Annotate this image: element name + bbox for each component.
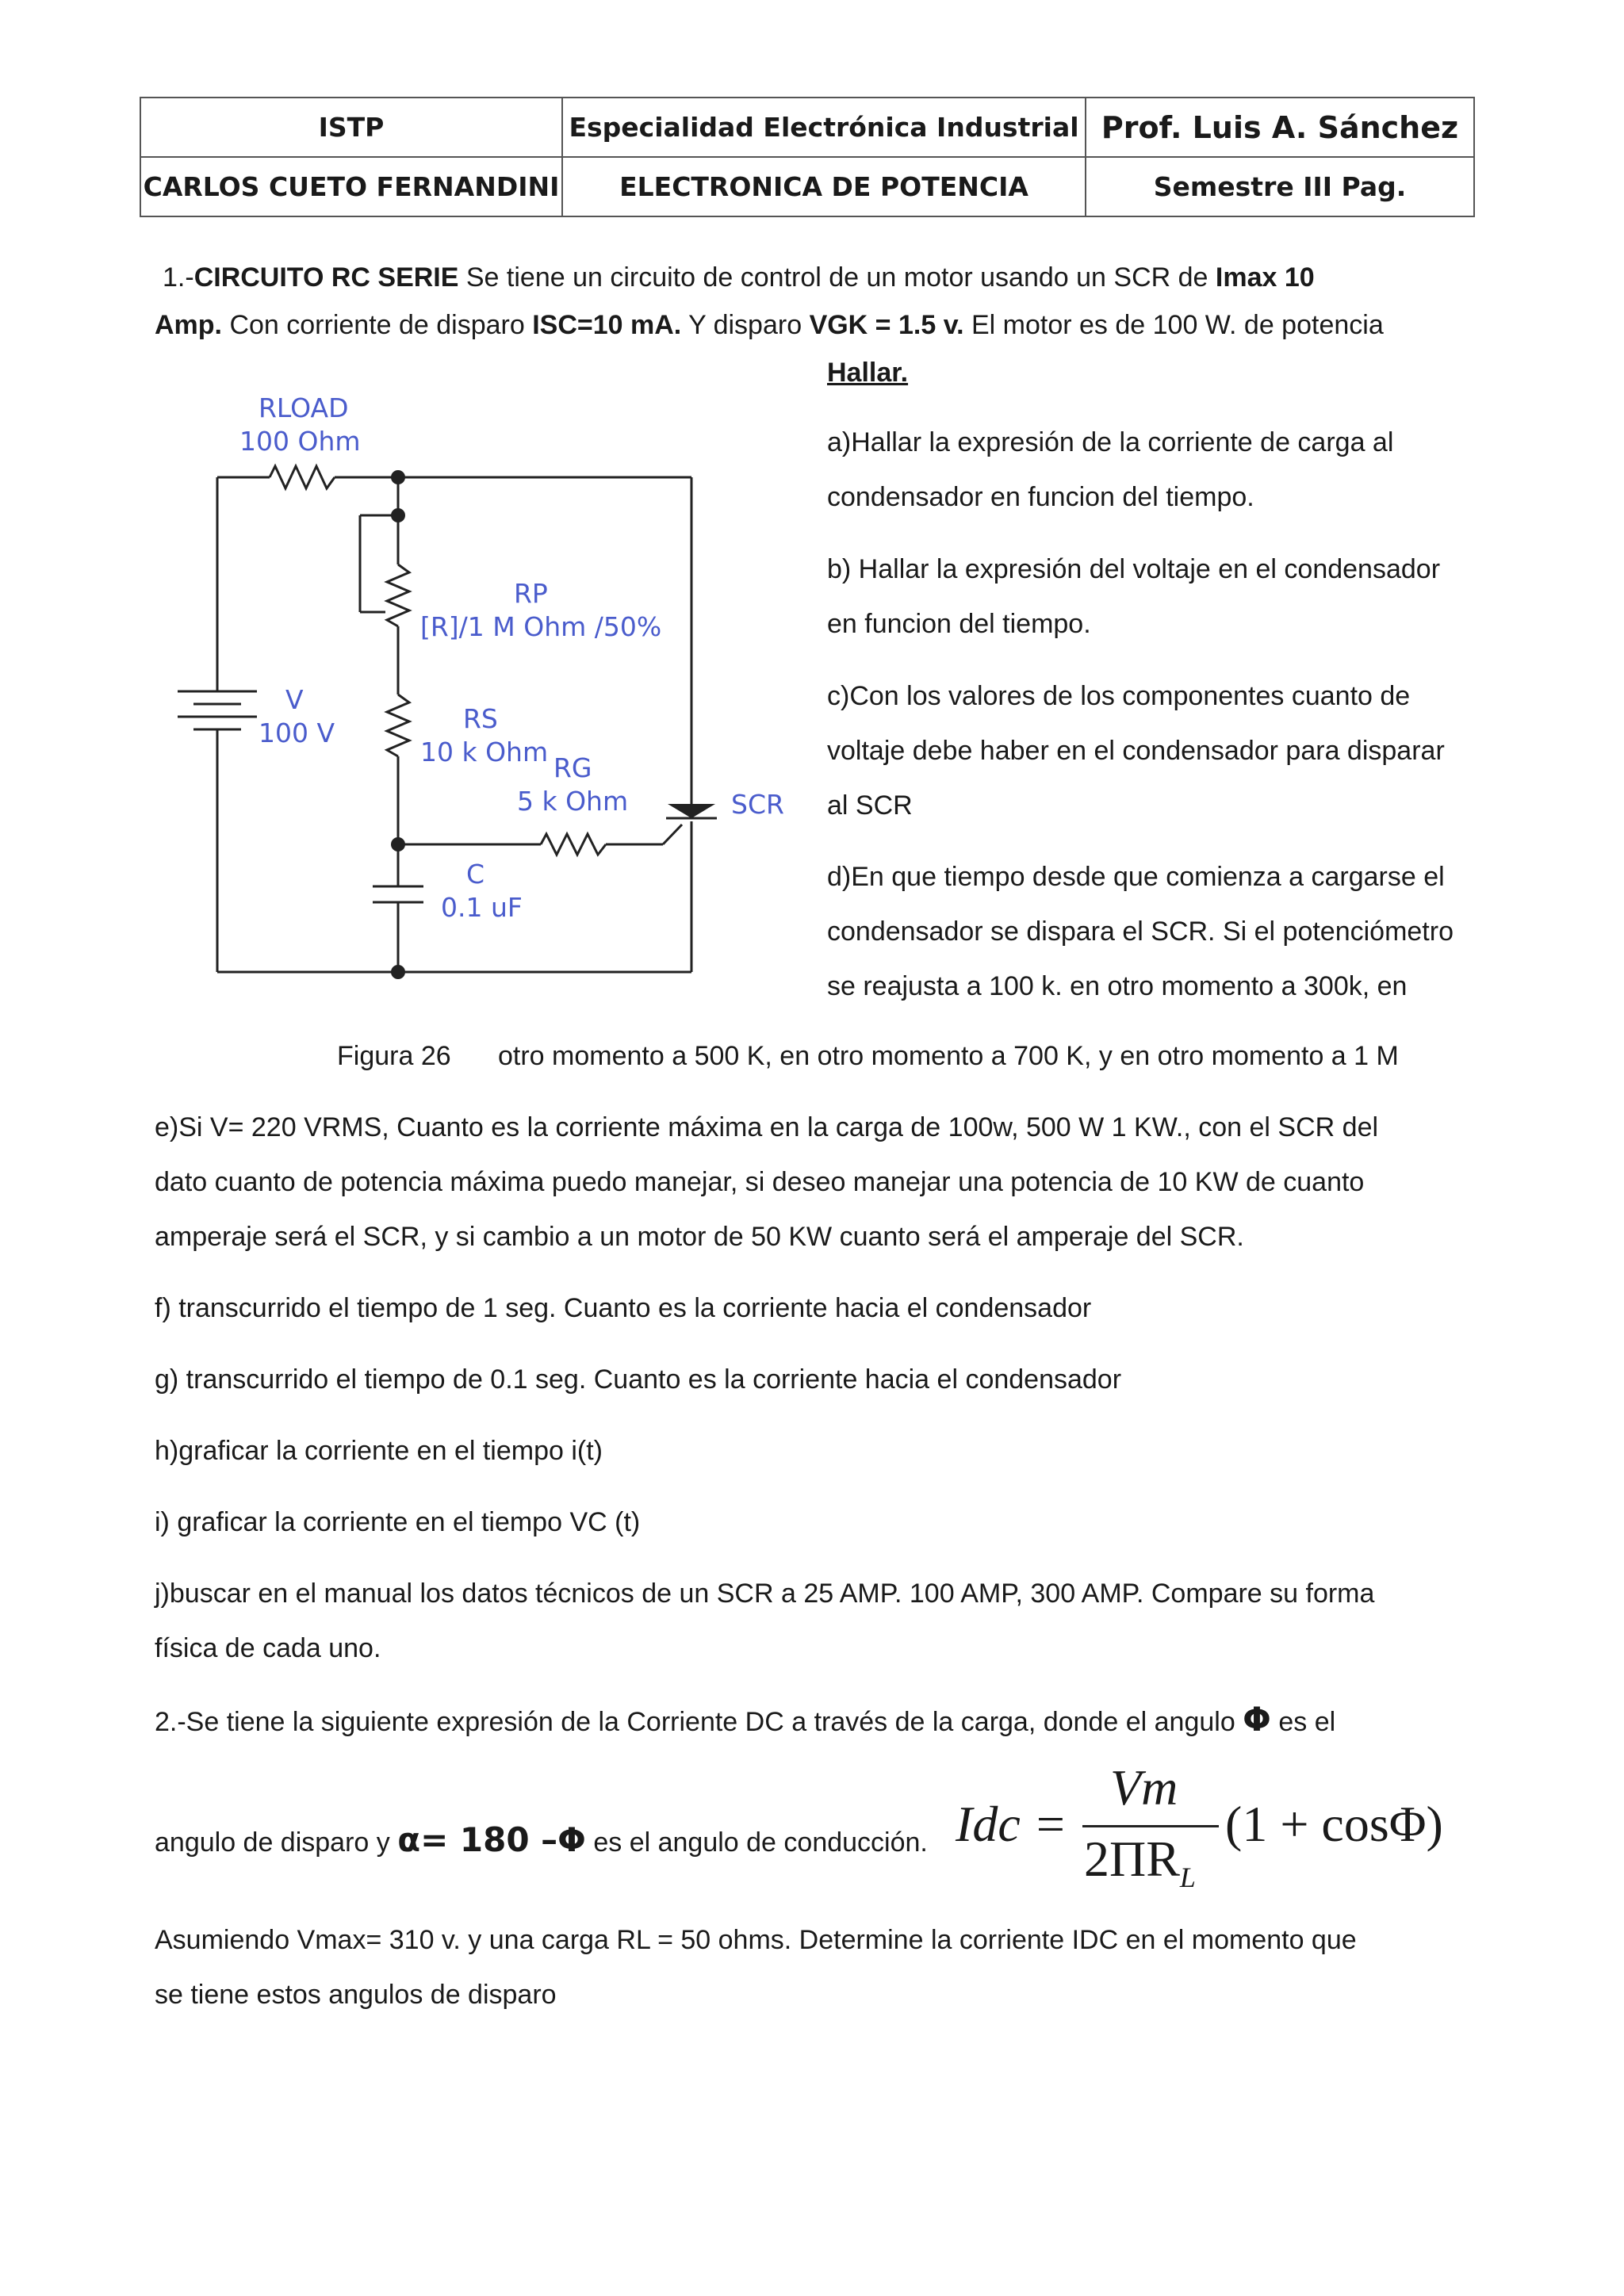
formula-den-main: 2ΠR	[1084, 1831, 1180, 1887]
formula-numerator: Vm	[1110, 1759, 1178, 1816]
header-institute: ISTP	[140, 98, 562, 157]
question-d-line4: otro momento a 500 K, en otro momento a 700 K, y en otro momento a 1 M	[498, 1041, 1399, 1071]
problem2-line3: Asumiendo Vmax= 310 v. y una carga RL = 50 ohms. Determine la corriente IDC en el momento que	[155, 1925, 1357, 1955]
problem2-text3: angulo de disparo y	[155, 1827, 398, 1858]
question-c-line1: c)Con los valores de los componentes cuanto de	[827, 681, 1411, 711]
problem1-amp: Amp.	[155, 310, 222, 340]
problem1-number: 1.-	[163, 262, 194, 293]
question-f: f) transcurrido el tiempo de 1 seg. Cuanto es la corriente hacia el condensador	[155, 1293, 1092, 1323]
header-professor: Prof. Luis A. Sánchez	[1086, 98, 1474, 157]
rc-scr-circuit-diagram	[159, 381, 809, 1007]
header-course: ELECTRONICA DE POTENCIA	[562, 157, 1086, 216]
alpha-expression: α= 180 –Φ	[397, 1820, 586, 1859]
question-d-line2: condensador se dispara el SCR. Si el potenciómetro	[827, 916, 1454, 947]
question-c-line2: voltaje debe haber en el condensador para disparar	[827, 736, 1445, 766]
problem2-line4: se tiene estos angulos de disparo	[155, 1980, 557, 2010]
question-d-line3: se reajusta a 100 k. en otro momento a 300k, en	[827, 971, 1408, 1001]
question-e-line3: amperaje será el SCR, y si cambio a un motor de 50 KW cuanto será el amperaje del SCR.	[155, 1222, 1244, 1252]
c-name-label: C	[466, 859, 485, 890]
header-specialty: Especialidad Electrónica Industrial	[562, 98, 1086, 157]
problem1-text3: Y disparo	[681, 310, 810, 340]
question-j-line2: física de cada uno.	[155, 1633, 381, 1663]
rp-name-label: RP	[514, 578, 548, 609]
question-a-line1: a)Hallar la expresión de la corriente de carga al	[827, 427, 1394, 457]
formula-den-sub: L	[1179, 1861, 1196, 1893]
formula-fraction-bar	[1082, 1825, 1219, 1827]
problem2-text4: es el angulo de conducción.	[585, 1827, 928, 1858]
phi-symbol: Φ	[1243, 1700, 1271, 1739]
problem1-text: Se tiene un circuito de control de un motor usando un SCR de	[458, 262, 1216, 293]
scr-symbol	[668, 804, 715, 818]
question-b-line1: b) Hallar la expresión del voltaje en el condensador	[827, 554, 1441, 584]
problem1-title: CIRCUITO RC SERIE	[193, 262, 459, 293]
question-j-line1: j)buscar en el manual los datos técnicos de un SCR a 25 AMP. 100 AMP, 300 AMP. Compare su forma	[155, 1578, 1375, 1609]
question-e-line1: e)Si V= 220 VRMS, Cuanto es la corriente máxima en la carga de 100w, 500 W 1 KW., con el SCR del	[155, 1112, 1379, 1142]
rg-name-label: RG	[553, 752, 592, 783]
question-a-line2: condensador en funcion del tiempo.	[827, 482, 1254, 512]
scr-name-label: SCR	[731, 789, 784, 820]
problem1-line1	[163, 251, 1315, 305]
problem2-text2: es el	[1270, 1707, 1336, 1737]
header-institute-name: CARLOS CUETO FERNANDINI	[140, 157, 562, 216]
formula-rhs: (1 + cosΦ)	[1225, 1796, 1443, 1852]
v-value-label: 100 V	[259, 718, 335, 748]
figure-label: Figura 26	[337, 1041, 451, 1071]
question-i: i) graficar la corriente en el tiempo VC (t)	[155, 1507, 641, 1537]
question-c-line3: al SCR	[827, 790, 913, 821]
question-b-line2: en funcion del tiempo.	[827, 609, 1091, 639]
problem2-line1	[155, 1692, 1335, 1750]
c-value-label: 0.1 uF	[441, 892, 523, 923]
idc-formula	[956, 1758, 1447, 1893]
rs-name-label: RS	[463, 703, 498, 734]
problem1-line2	[155, 298, 1384, 353]
header-table	[140, 97, 1475, 217]
problem1-text4: El motor es de 100 W. de potencia	[963, 310, 1384, 340]
question-h: h)graficar la corriente en el tiempo i(t)	[155, 1436, 603, 1466]
problem1-isc: ISC=10 mA.	[532, 310, 682, 340]
v-name-label: V	[285, 684, 304, 715]
formula-lhs: Idc =	[956, 1796, 1067, 1852]
hallar-heading: Hallar.	[827, 358, 909, 388]
problem1-vgk: VGK = 1.5 v.	[809, 310, 964, 340]
rg-value-label: 5 k Ohm	[517, 786, 629, 817]
problem2-text1: 2.-Se tiene la siguiente expresión de la Corriente DC a través de la carga, donde el angulo	[155, 1707, 1243, 1737]
problem2-line2	[155, 1812, 928, 1870]
formula-denominator	[1084, 1830, 1196, 1894]
question-d-line1: d)En que tiempo desde que comienza a cargarse el	[827, 862, 1445, 892]
question-g: g) transcurrido el tiempo de 0.1 seg. Cuanto es la corriente hacia el condensador	[155, 1364, 1122, 1395]
rs-value-label: 10 k Ohm	[420, 737, 549, 767]
problem1-text2: Con corriente de disparo	[222, 310, 533, 340]
header-semester: Semestre III Pag.	[1086, 157, 1474, 216]
rload-name-label: RLOAD	[259, 392, 349, 423]
question-e-line2: dato cuanto de potencia máxima puedo manejar, si deseo manejar una potencia de 10 KW de cuanto	[155, 1167, 1365, 1197]
problem1-imax: Imax 10	[1215, 262, 1315, 293]
rp-value-label: [R]/1 M Ohm /50%	[420, 611, 662, 642]
rload-value-label: 100 Ohm	[239, 426, 361, 457]
